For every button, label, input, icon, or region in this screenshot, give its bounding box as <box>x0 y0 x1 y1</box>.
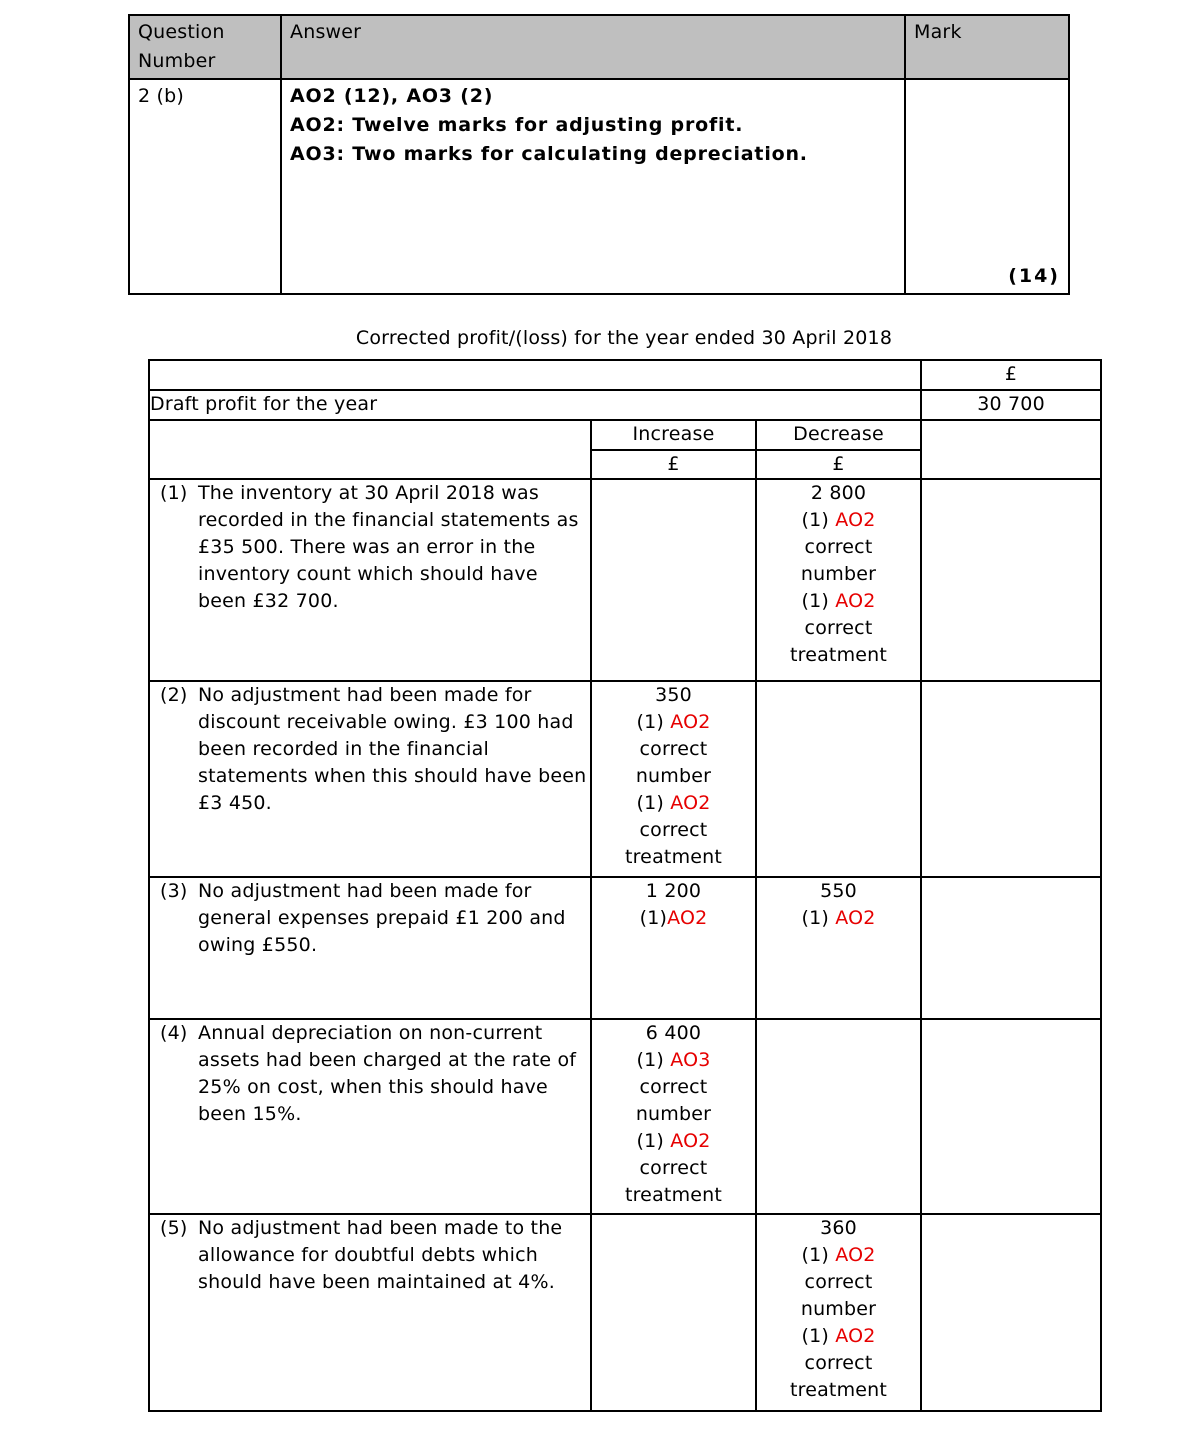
mark-annotation-line: correct <box>804 617 873 639</box>
mark-column-cell <box>921 1214 1101 1411</box>
mark-annotation-line: 350 <box>655 684 692 706</box>
mark-annotation-line: (1) AO2 <box>801 1244 876 1266</box>
answer-line: AO3: Two marks for calculating depreciation. <box>290 143 808 165</box>
answer-line: AO2 (12), AO3 (2) <box>290 85 494 107</box>
mark-annotation-line: 2 800 <box>810 482 867 504</box>
item-number: (1) <box>160 482 188 504</box>
decrease-unit: £ <box>756 450 921 479</box>
mark-annotation-line: correct <box>639 1157 708 1179</box>
mark-annotation-line: (1)AO2 <box>639 907 708 929</box>
draft-profit-value: 30 700 <box>921 390 1101 420</box>
increase-cell <box>591 877 756 1019</box>
item-text: The inventory at 30 April 2018 was recorded in the financial statements as £35 500. There was an error in the inventory count which should have been £32 700. <box>198 482 579 612</box>
mark-annotation-line: number <box>635 1103 712 1125</box>
decrease-header: Decrease <box>756 420 921 450</box>
mark-annotation-line: number <box>635 765 712 787</box>
table-row <box>149 479 1101 681</box>
mark-annotation-line: correct <box>804 1271 873 1293</box>
currency-header-row <box>149 360 1101 390</box>
mark-cell: (14) <box>905 79 1069 294</box>
mark-annotation-line: (1) AO2 <box>801 907 876 929</box>
empty-cell <box>149 360 921 390</box>
item-description <box>149 681 591 877</box>
mark-annotation-line: (1) AO2 <box>801 590 876 612</box>
mark-annotation-line: 1 200 <box>645 880 702 902</box>
mark-annotation-line: (1) AO2 <box>801 1325 876 1347</box>
mark-annotation-line: correct <box>639 738 708 760</box>
mark-annotation-line: treatment <box>624 1184 723 1206</box>
mark-column-cell <box>921 681 1101 877</box>
mark-scheme-header-row <box>129 15 1069 79</box>
question-number-header: Question Number <box>129 15 281 79</box>
mark-annotation-line: correct <box>639 819 708 841</box>
mark-annotation-line: correct <box>804 1352 873 1374</box>
decrease-cell <box>756 1019 921 1214</box>
item-number: (5) <box>160 1217 188 1239</box>
increase-decrease-header-row <box>149 420 1101 450</box>
mark-annotation-line: correct <box>804 536 873 558</box>
mark-column-cell <box>921 479 1101 681</box>
mark-annotation-line: treatment <box>624 846 723 868</box>
item-description <box>149 1214 591 1411</box>
draft-profit-label: Draft profit for the year <box>149 390 921 420</box>
empty-cell <box>149 420 591 479</box>
mark-annotation-line: 6 400 <box>645 1022 702 1044</box>
item-number: (2) <box>160 684 188 706</box>
answer-line: AO2: Twelve marks for adjusting profit. <box>290 114 744 136</box>
increase-unit: £ <box>591 450 756 479</box>
mark-column-cell <box>921 877 1101 1019</box>
mark-annotation-line: number <box>800 563 877 585</box>
item-text: No adjustment had been made for general expenses prepaid £1 200 and owing £550. <box>198 880 566 956</box>
table-row <box>149 1019 1101 1214</box>
mark-annotation-line: (1) AO2 <box>636 1130 711 1152</box>
currency-header-cell: £ <box>921 360 1101 390</box>
increase-cell <box>591 1019 756 1214</box>
table-row <box>149 681 1101 877</box>
item-text: Annual depreciation on non-current assets had been charged at the rate of 25% on cost, when this should have been 15%. <box>198 1022 577 1125</box>
draft-profit-row <box>149 390 1101 420</box>
item-number: (4) <box>160 1022 188 1044</box>
item-text: No adjustment had been made for discount receivable owing. £3 100 had been recorded in the financial statements when this should have been £3 450. <box>198 684 587 814</box>
corrections-title: Corrected profit/(loss) for the year ended 30 April 2018 <box>355 327 893 349</box>
mark-annotation-line: treatment <box>789 1379 888 1401</box>
increase-cell <box>591 681 756 877</box>
table-row <box>149 1214 1101 1411</box>
mark-annotation-line: 550 <box>820 880 857 902</box>
answer-header: Answer <box>281 15 905 79</box>
page <box>0 14 1204 1430</box>
mark-annotation-line: 360 <box>820 1217 857 1239</box>
decrease-cell <box>756 681 921 877</box>
mark-annotation-line: correct <box>639 1076 708 1098</box>
mark-column-cell <box>921 1019 1101 1214</box>
table-row <box>149 877 1101 1019</box>
mark-annotation-line: (1) AO3 <box>636 1049 711 1071</box>
mark-annotation-line: (1) AO2 <box>801 509 876 531</box>
item-description <box>149 479 591 681</box>
answer-cell <box>281 79 905 294</box>
decrease-cell <box>756 877 921 1019</box>
mark-header: Mark <box>905 15 1069 79</box>
decrease-cell <box>756 1214 921 1411</box>
item-number: (3) <box>160 880 188 902</box>
empty-cell <box>921 420 1101 479</box>
increase-cell <box>591 1214 756 1411</box>
mark-annotation-line: (1) AO2 <box>636 711 711 733</box>
decrease-cell <box>756 479 921 681</box>
increase-header: Increase <box>591 420 756 450</box>
item-description <box>149 1019 591 1214</box>
mark-annotation-line: treatment <box>789 644 888 666</box>
mark-scheme-table <box>128 14 1070 295</box>
mark-annotation-line: (1) AO2 <box>636 792 711 814</box>
mark-annotation-line: number <box>800 1298 877 1320</box>
question-number-cell: 2 (b) <box>129 79 281 294</box>
mark-scheme-body-row <box>129 79 1069 294</box>
item-text: No adjustment had been made to the allowance for doubtful debts which should have been maintained at 4%. <box>198 1217 563 1293</box>
corrections-table <box>148 359 1102 1412</box>
item-description <box>149 877 591 1019</box>
increase-cell <box>591 479 756 681</box>
